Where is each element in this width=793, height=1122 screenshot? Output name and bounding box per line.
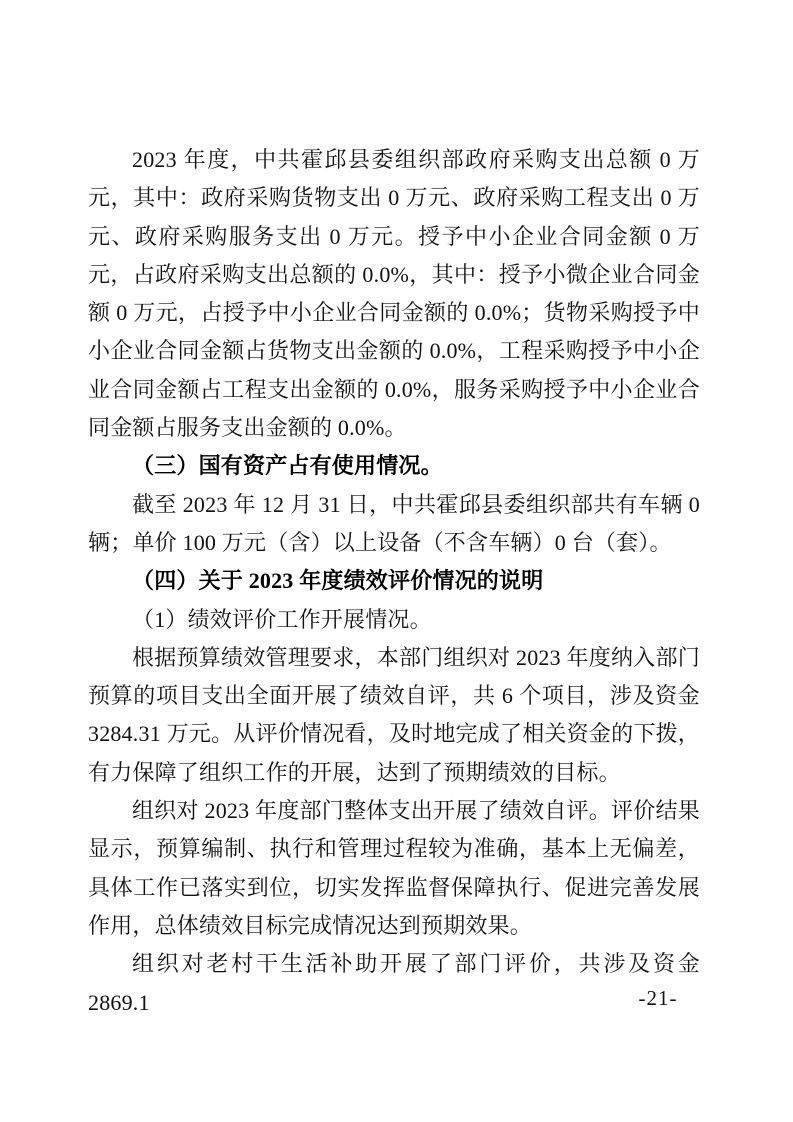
document-body: [88, 141, 700, 1022]
heading-section-4-performance-evaluation: （四）关于 2023 年度绩效评价情况的说明: [132, 568, 544, 594]
page-number: -21-: [638, 986, 678, 1010]
para-overall-expenditure-evaluation: 组织对 2023 年度部门整体支出开展了绩效自评。评价结果显示，预算编制、执行和管理过程较为准确，基本上无偏差，具体工作已落实到位，切实发挥监督保障执行、促进完善发展作用，总体绩效目标完成情况达到预期效果。: [88, 798, 700, 938]
para-state-assets-usage: 截至 2023 年 12 月 31 日，中共霍邱县委组织部共有车辆 0 辆；单价 100 万元（含）以上设备（不含车辆）0 台（套）。: [88, 491, 700, 555]
para-project-self-evaluation: 根据预算绩效管理要求，本部门组织对 2023 年度纳入部门预算的项目支出全面开展了绩效自评，共 6 个项目，涉及资金 3284.31 万元。从评价情况看，及时地完成了相关资金的下拨，有力保障了组织工作的开展，达到了预期绩效的目标。: [88, 644, 700, 785]
para-village-cadre-subsidy-evaluation: 组织对老村干生活补助开展了部门评价，共涉及资金 2869.1: [88, 951, 700, 1015]
para-evaluation-work-subheading: （1）绩效评价工作开展情况。: [132, 606, 432, 632]
para-procurement-summary: 2023 年度，中共霍邱县委组织部政府采购支出总额 0 万元，其中：政府采购货物支出 0 万元、政府采购工程支出 0 万元、政府采购服务支出 0 万元。授予中小企业合同金额 0 万元，占政府采购支出总额的 0.0%，其中：授予小微企业合同金额 0 万元，占授予中小企业合同金额的 0.0%；货物采购授予中小企业合同金额占货物支出金额的 0.0%，工程采购授予中小企业合同金额占工程支出金额的 0.0%，服务采购授予中小企业合同金额占服务支出金额的 0.0%。: [88, 147, 700, 441]
heading-section-3-state-assets: （三）国有资产占有使用情况。: [132, 453, 443, 479]
